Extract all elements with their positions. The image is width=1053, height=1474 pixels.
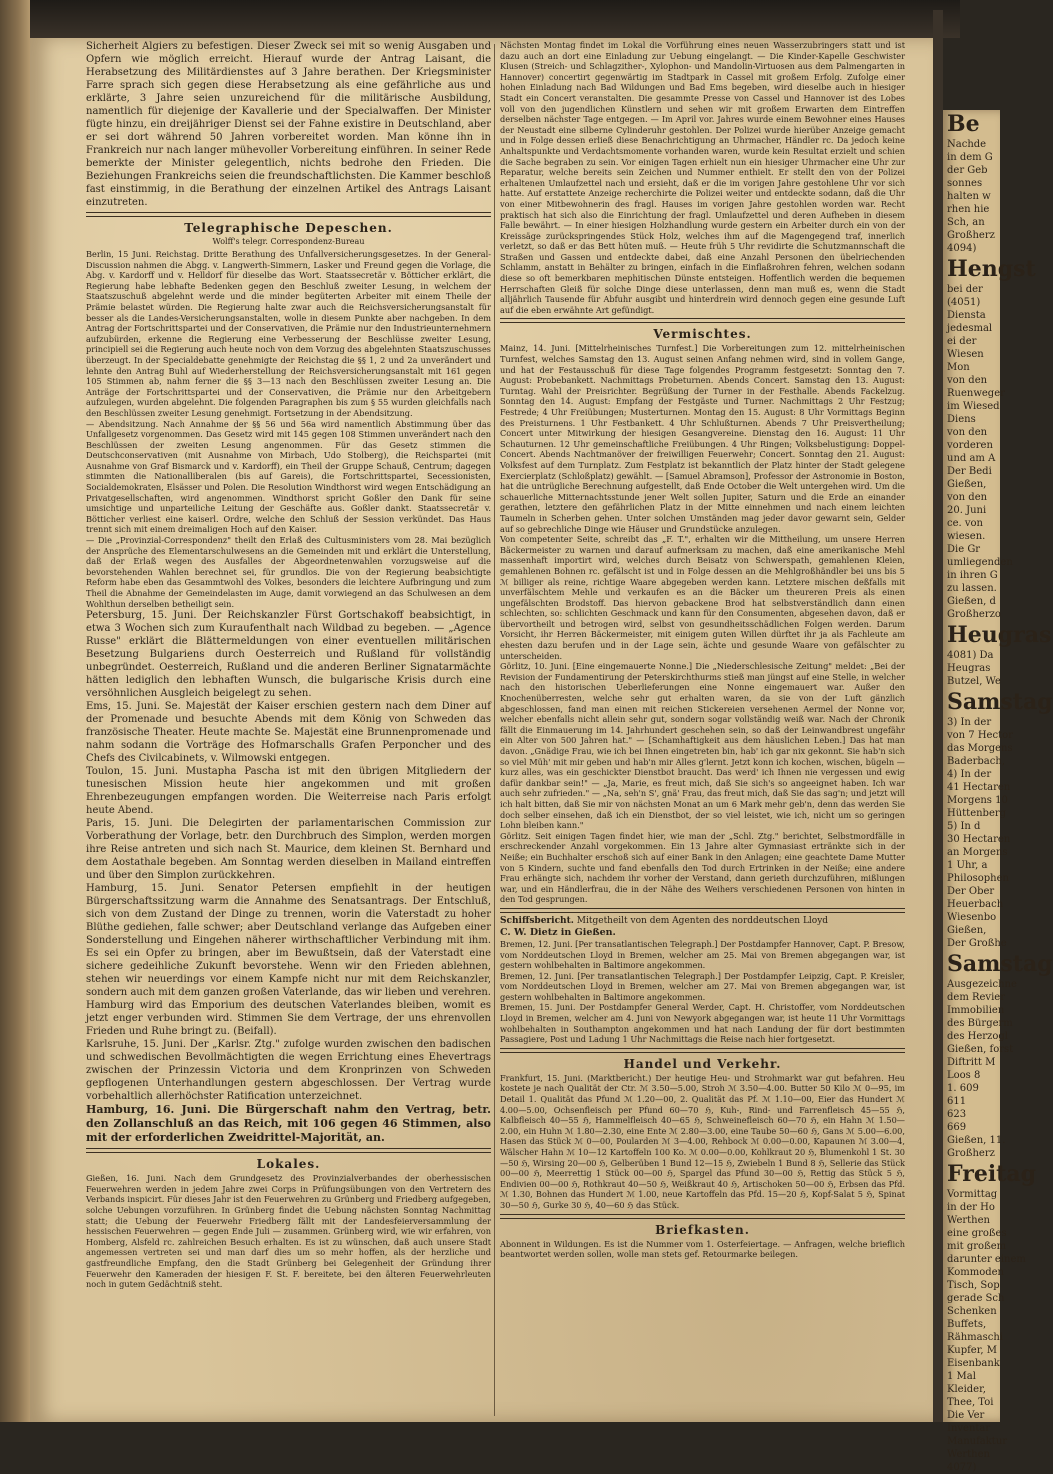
adjacent-page-line: des Herzogl: [947, 1031, 1008, 1042]
adjacent-page-line: von den: [947, 492, 988, 503]
adjacent-page-line: Be: [947, 111, 980, 137]
adjacent-page-line: Schenken: [947, 1306, 997, 1317]
adjacent-page-line: Mon: [947, 362, 970, 373]
adjacent-page-line: Butzel, We: [947, 676, 1001, 687]
adjacent-page-line: Baderbach,: [947, 756, 1005, 767]
adjacent-page-line: (4051): [947, 297, 981, 308]
adjacent-page-line: 669: [947, 1122, 967, 1133]
news-mainz: Mainz, 14. Juni. [Mittelrheinisches Turnfest.] Die Vorbereitungen zum 12. mittelrheinischen Turnfest, welches Samstag den 13. August seinen Anfang nehmen wird, sind in vollem Gange, und hat der Festausschuß für diese Tage folgendes Programm festgesetzt: Sonntag den 7. August: Probebankett. Nachmittags Probeturnen. Abends Concert. Samstag den 13. August: Turntag. Wahl der Preisrichter. Begrüßung der Turner in der Festhalle. Abends Fackelzug. Sonntag den 14. August: Empfang der Festgäste und Turner. Nachmittags 2 Uhr Festzug; Festrede; 4 Uhr Freiübungen; Musterturnen. Montag den 15. August: 8 Uhr Vormittags Beginn des Preisturnens. 1 Uhr Festbankett. 4 Uhr Schlußturnen. Abends 7 Uhr Preisvertheilung; Concert unter Mitwirkung der hiesigen Gesangvereine. Dienstag den 16. August: 11 Uhr Schauturnen. 12 Uhr gemeinschaftliche Freiübungen. 4 Uhr Ringen; Volksbelustigung: Doppel-Concert. Abends Nachtmanöver der freiwilligen Feuerwehr; Concert. Sonntag den 21. August: Volksfest auf dem Turnplatz. Zum Festplatz ist bekanntlich der Platz hinter der Stadt gelegene Exercierplatz (Schloßplatz) gewählt. — [Samuel Abramson], Professor der Astronomie in Boston, hat die untrügliche Berechnung aufgestellt, daß Ende October die Welt untergehen wird. Um die schauerliche Mitternachtsstunde jener Welt sollen Jupiter, Saturn und die Erde an einander gerathen, letztere den gefährlichen Platz in der Mitte einnehmen und nach einem leichten Taumeln in Scherben gehen. Unter solchen Umständen mag jeder davor gewarnt sein, Gelder auf so gebrechliche Dinge wie Häuser und Grundstücke anzulegen.: [500, 343, 905, 534]
adjacent-page-line: Die Gr: [947, 544, 981, 555]
adjacent-page-line: rhen hie: [947, 204, 990, 215]
news-karlsruhe: Karlsruhe, 15. Juni. Der „Karlsr. Ztg." zufolge wurden zwischen den badischen und schwedischen Bevollmächtigten die wegen Errichtung eines Ehevertrags zwischen der Prinzessin Victoria und dem Kronprinzen von Schweden gepflogenen Unterhandlungen gestern abgeschlossen. Der Vertrag wurde vorbehaltlich allerhöchster Ratification unterzeichnet.: [86, 1039, 491, 1103]
adjacent-page-line: Inventar: [947, 1423, 991, 1434]
adjacent-page-line: gerade Sch: [947, 1293, 1005, 1304]
adjacent-page-line: Immobilien: [947, 1005, 1005, 1016]
book-spine: [0, 0, 30, 1422]
adjacent-page-line: Diensta: [947, 310, 986, 321]
schiff-heading: Schiffsbericht.: [500, 915, 574, 926]
adjacent-page-line: 1 Uhr, a: [947, 860, 988, 871]
briefkasten-heading: Briefkasten.: [655, 1222, 750, 1237]
adjacent-page-line: Großherz: [947, 230, 995, 241]
adjacent-page-line: Gießen, forst: [947, 1044, 1014, 1055]
adjacent-page-line: in der Ho: [947, 1202, 995, 1213]
adjacent-page-line: zu lassen.: [947, 583, 997, 594]
adjacent-page-line: wiesen.: [947, 531, 986, 542]
article-intro: Sicherheit Algiers zu befestigen. Dieser Zweck sei mit so wenig Ausgaben und Opfern wie möglich erreicht. Hierauf wurde der Antrag Laisant, die Herabsetzung des Militärdienstes auf 3 Jahre berathen. Der Kriegsminister Farre sprach sich gegen diese Herabsetzung als eine gefährliche aus und erklärte, 3 Jahre seien unzureichend für die militärische Ausbildung, namentlich für diejenige der Kavallerie und der Specialwaffen. Der Minister fügte hinzu, ein dreijähriger Dienst sei der Fahne existire in Deutschland, aber er sei dort während 50 Jahren vorbereitet worden. Man könne ihn in Frankreich nur nach langer mühevoller Vorbereitung einführen. In seiner Rede bemerkte der Minister gelegentlich, nichts bedrohe den Frieden. Die Beziehungen Frankreichs seien die freundschaftlichsten. Die Kammer beschloß fast einstimmig, in die Berathung der einzelnen Artikel des Antrags Laisant einzutreten.: [86, 41, 491, 208]
adjacent-page-line: von den: [947, 427, 988, 438]
local-continued: Nächsten Montag findet im Lokal die Vorführung eines neuen Wasserzubringers statt und ist dazu auch an dort eine Einladung zur Uebung eingelangt. — Die Kinder-Kapelle Geschwister Klusen (Streich- und Schlagzither-, Xylophon- und Mandolin-Virtuosen aus dem Palmengarten in Hannover) concertirt gegenwärtig im Stadtpark in Cassel mit großem Erfolg. Zufolge einer hohen Einladung nach Bad Wildungen und Bad Ems begeben, wird dieselbe auch in hiesiger Stadt ein Concert veranstalten. Die gesammte Presse von Cassel und Hannover ist des Lobes voll von den jugendlichen Künstlern und sehen wir mit großem Erwarten dem Eintreffen derselben nächster Tage entgegen. — Im April vor. Jahres wurde einem Bewohner eines Hauses der Neustadt eine silberne Cylinderuhr gestohlen. Der Polizei wurde hierüber Anzeige gemacht und in Folge dessen erließ diese Benachrichtigung an Uhrmacher, Händler rc. Da jedoch keine Anhaltspunkte und Verdachtsmomente vorhanden waren, wurde kein Resultat erzielt und schien die Sache begraben zu sein. Vor einigen Tagen erhielt nun ein hiesiger Uhrmacher eine Uhr zur Reparatur, welche bereits sein Zeichen und Nummer enthielt. Er stellt den von der Polizei erhaltenen Umlaufzettel nach und ersieht, daß er die im vorigen Jahre gestohlene Uhr vor sich hatte. Auf erstattete Anzeige recherchirte die Polizei weiter und entdeckte sodann, daß die Uhr von einer Mitbewohnerin des fragl. Hauses im vorigen Jahre gestohlen worden war. Recht praktisch hat sich also die Einrichtung der fragl. Umlaufzettel und deren Aufheben in diesem Falle bewährt. — In einer hiesigen Holzhandlung wurde gestern ein Arbeiter durch ein von der Kreissäge zurückspringendes Stück Holz, welches ihm auf die Magengegend traf, innerlich verletzt, so daß er das Bett hüten muß. — Heute früh 5 Uhr revidirte die Schutzmannschaft die Straßen und Gassen und entdeckte dabei, daß eine Anzahl Personen den übelriechenden Schlamm, anstatt in Behälter zu bringen, einfach in die Einflaßrohren fehren, welchen sodann diese so oft bemerkbaren mephitischen Dünste entsteigen. Hoffentlich werden die bequemen Herrschaften Gleiß für solche Dinge diese unterlassen, denn man muß es, wenn die Stadt alljährlich Tausende für Abfuhr ausgibt und hinterdrein wird dennoch gegen eine gesunde Luft auf die eben erwähnte Art gefündigt.: [500, 40, 905, 315]
adjacent-page-line: Gießen,: [947, 479, 987, 490]
adjacent-page-line: Manufaktur: [947, 1436, 1008, 1447]
schiff-agent: C. W. Dietz in Gießen.: [500, 926, 616, 938]
adjacent-page-line: Ausgezeichne: [947, 979, 1017, 990]
adjacent-page-line: Hüttenberg: [947, 808, 1007, 819]
adjacent-page-line: Die Ver: [947, 1410, 985, 1421]
adjacent-page-fragment: [943, 110, 1053, 1473]
schiff-header-line: [500, 916, 905, 927]
adjacent-page-line: im Wiesed: [947, 401, 1000, 412]
market-report: Frankfurt, 15. Juni. (Marktbericht.) Der heutige Heu- und Strohmarkt war gut befahren. Heu kostete je nach Qualität der Ctr. ℳ 3.50—5.00, Stroh ℳ 3.50—4.00. Butter 50 Kilo ℳ 0—95, im Detail 1. Qualität das Pfund ℳ 1.20—00, 2. Qualität das Pf. ℳ 1.10—00, Eier das Hundert ℳ 4.00—5.00, Ochsenfleisch per Pfund 60—70 ℌ, Kuh-, Rind- und Farrenfleisch 45—55 ℌ, Kalbfleisch 40—55 ℌ, Hammelfleisch 40—65 ℌ, Schweinefleisch 60—70 ℌ, ein Hahn ℳ 1.50—2.00, ein Huhn ℳ 1.80—2.30, eine Ente ℳ 2.80—3.00, eine Taube 50—60 ℌ, Gans ℳ 5.00—6.00, Hasen das Stück ℳ 0—00, Poularden ℳ 3—4.00, Rehbock ℳ 0.00—0.00, Kapaunen ℳ 3.00—4, Wälscher Hahn ℳ 10—12 Kartoffeln 100 Ko. ℳ 0.00—0.00, Kohlkraut 20 ℌ, Blumenkohl 1 St. 30—50 ℌ, Wirsing 20—00 ℌ, Gelberüben 1 Bund 12—15 ℌ, Zwiebeln 1 Bund 8 ℌ, Sellerie das Stück 00—00 ℌ, Meerrettig 1 Stück 00—00 ℌ, Spargel das Pfund 30—00 ℌ, Rettig das Stück 5 ℌ, Endivien 00—00 ℌ, Rothkraut 40—50 ℌ, Weißkraut 40 ℌ, Artischoken 50—00 ℌ, Erbsen das Pfd. ℳ 1.30, Bohnen das Hundert ℳ 1.00, neue Kartoffeln das Pfd. 15—20 ℌ, Kopf-Salat 5 ℌ, Spinat 30—50 ℌ, Gurke 30 ℌ, 40—60 ℌ das Stück.: [500, 1072, 905, 1210]
adjacent-page-line: 3) In der: [947, 717, 992, 728]
adjacent-page-line: dem Revier: [947, 992, 1005, 1003]
adjacent-page-line: Der Großhe: [947, 938, 1007, 949]
news-paris: Paris, 15. Juni. Die Delegirten der parlamentarischen Commission zur Vorberathung der Vorlage, betr. den Durchbruch des Simplon, werden morgen ihre Reise antreten und sich nach St. Maurice, dem kleinen St. Bernhard und dem Aostathale begeben. Am Sonntag werden dieselben in Mailand eintreffen und über den Simplon zurückkehren.: [86, 818, 491, 882]
adjacent-page-line: halten w: [947, 191, 991, 202]
adjacent-page-line: Heuerbach: [947, 899, 1004, 910]
news-goerlitz-nonne: Görlitz, 10. Juni. [Eine eingemauerte Nonne.] Die „Niederschlesische Zeitung" meldet: „Bei der Revision der Fundamentirung der Peterskirchthurms stieß man jüngst auf eine Stelle, in welcher nach den historischen Ueberlieferungen eine Nonne eingemauert war. Außer den Knochenüberresten, welche sehr gut erhalten waren, da sie von der Luft gänzlich abgeschlossen, fand man einen mit reichen Stickereien versehenen Aermel der Nonne vor, welcher ebenfalls nicht allein sehr gut, sondern sogar vollständig weiß war. Nach der Chronik fällt die Einmauerung im 14. Jahrhundert geschehen sein, so daß der Leinwandbrest ungefähr ein Alter von 500 Jahren hat." — [Schamhaftigkeit aus dem häuslichen Leben.] Das hat man davon. „Gnädige Frau, wie ich bei Ihnen eingetreten bin, hab' ich gar nix gekonnt. Sie hab'n sich so viel Müh' mit mir geben und hab'n mir Alles g'lernt. Jetzt konn ich kochen, wischen, bügeln — kurz alles, was ein geschickter Dienstbot braucht. Das werd' ich Ihnen nie vergessen und ewig dafür dankbar sein!" — „Ja, Marie, es freut mich, daß Sie sich's so angeeignet haben. Ich war auch sehr zufrieden." — „Na, seh'n S', gnä' Frau, das freut mich, daß Sie das sag'n; und jetzt will ich halt bitten, daß Sie mir von nächsten Monat an um 6 Mark mehr geb'n, denn das werden Sie doch selber einsehen, daß ich ein Dienstbot, der so viel leistet, wie ich, nicht um so geringen Lohn bleiben kann.": [500, 661, 905, 831]
adjacent-page-line: 1. 609: [947, 1083, 979, 1094]
news-hamburg: Hamburg, 15. Juni. Senator Petersen empfiehlt in der heutigen Bürgerschaftssitzung warm die Annahme des Senatsantrags. Der Entschluß, sich von dem Zustand der Dinge zu trennen, worin die Vaterstadt zu hoher Blüthe gediehen, falle schwer; aber Deutschland verlange das Aufgeben einer Sonderstellung und Eingehen näherer wirthschaftlicher Verbindung mit ihm. Es sei ein Opfer zu bringen, aber im Bewußtsein, daß der Vaterstadt eine sichere gedeihliche Zukunft bevorstehe. Wenn wir den Frieden ablehnen, stehen wir neuerdings vor einem Kampfe nicht nur mit dem Reichskanzler, sondern auch mit dem ganzen großen Vaterlande, das wir lieben und verehren. Hamburg wird das Emporium des deutschen Vaterlandes bleiben, womit es jetzt enger verbunden wird. Stimmen Sie dem Vertrage, der uns ehrenvollen Frieden und Ruhe bringt zu. (Beifall).: [86, 883, 491, 1038]
adjacent-page-line: 4) In der: [947, 769, 992, 780]
adjacent-page-line: Werthen: [947, 1449, 990, 1460]
adjacent-page-line: 20. Juni: [947, 505, 987, 516]
adjacent-page-line: Diftritt M: [947, 1057, 996, 1068]
adjacent-page-line: darunter einem: [947, 1254, 1026, 1265]
adjacent-page-line: von 7 Hector: [947, 730, 1013, 741]
adjacent-page-line: 1 Mal: [947, 1371, 976, 1382]
adjacent-page-line: 4081) Da: [947, 650, 994, 661]
adjacent-page-line: 611: [947, 1096, 967, 1107]
adjacent-page-line: in ihren G: [947, 570, 998, 581]
adjacent-page-line: 4077): [947, 1462, 977, 1473]
section-rule: [500, 1214, 905, 1219]
adjacent-page-line: mit großem: [947, 1241, 1007, 1252]
adjacent-page-line: Gießen, d: [947, 596, 996, 607]
adjacent-page-line: Wiesen: [947, 349, 984, 360]
adjacent-page-line: Sch, an: [947, 217, 985, 228]
adjacent-page-line: 623: [947, 1109, 967, 1120]
adjacent-page-line: und am A: [947, 453, 996, 464]
adjacent-page-line: Der Ober: [947, 886, 995, 897]
section-rule: [86, 1148, 491, 1153]
adjacent-page-line: das Morgens: [947, 743, 1013, 754]
section-rule: [500, 1048, 905, 1053]
section-rule: [86, 212, 491, 217]
adjacent-page-line: Wiesenbo: [947, 912, 997, 923]
adjacent-page-line: Loos 8: [947, 1070, 981, 1081]
vermischtes-heading: Vermischtes.: [653, 327, 752, 342]
adjacent-page-line: Diens: [947, 414, 976, 425]
section-rule: [500, 908, 905, 913]
adjacent-page-line: Gießen,: [947, 925, 987, 936]
adjacent-page-line: jedesmal: [947, 323, 993, 334]
adjacent-page-line: Werthen: [947, 1215, 990, 1226]
briefkasten-text: Abonnent in Wildungen. Es ist die Nummer vom 1. Osterfeiertage. — Anfragen, welche brieflich beantwortet werden sollen, wolle man stets gef. Retourmarke beilegen.: [500, 1238, 905, 1260]
news-berlin: Berlin, 15 Juni. Reichstag. Dritte Berathung des Unfallversicherungsgesetzes. In der General-Discussion nahmen die Abgg. v. Langwerth-Simmern, Lasker und Freund gegen die Vorlage, die Abg. v. Kardorff und v. Helldorf für dieselbe das Wort. Staatssecretär v. Bötticher erklärt, die Regierung habe lebhafte Bedenken gegen den Beschluß zweiter Lesung, in welchem der Staatszuschuß abgelehnt werde und die minder begüterten Arbeiter mit einem Theile der Prämie belastet würden. Die Regierung halte zwar auch die Reichsversicherungsanstalt für besser als die Landes-Versicherungsanstalten, wolle in diesem Punkte aber nachgeben. In dem Antrag der Fortschrittspartei und der Conservativen, die Prämie nur den Industrieunternehmern aufzubürden, erkenne die Regierung eine Verbesserung der Beschlüsse zweiter Lesung, principiell sei die Regierung auch heute noch von dem Vorzug des abgelehnten Staatszuschusses überzeugt. In der Specialdebatte genehmigte der Reichstag die §§ 1, 2 und 2a unverändert und lehnte den Antrag Buhl auf Wiederherstellung der Reichsversicherungsanstalt mit 161 gegen 105 Stimmen ab, nahm ferner die §§ 3—13 nach den Beschlüssen zweiter Lesung an. Die Anträge der Fortschrittspartei und der Conservativen, die Prämie nur den Arbeitgebern aufzulegen, wurden abgelehnt. Die folgenden Paragraphen bis zum § 55 wurden gleichfalls nach den Beschlüssen zweiter Lesung genehmigt. Fortsetzung in der Abendsitzung.: [86, 249, 491, 418]
adjacent-page-line: 30 Hectaren: [947, 834, 1011, 845]
adjacent-page-line: Kleider,: [947, 1384, 986, 1395]
adjacent-page-line: 41 Hectaren: [947, 782, 1011, 793]
column-left: [86, 40, 491, 1290]
schiff-bremen-3: Bremen, 15. Juni. Der Postdampfer General Werder, Capt. H. Christoffer, vom Norddeutschen Lloyd in Bremen, welcher am 4. Juni von Newyork abgegangen war, ist heute 11 Uhr Vormittags wohlbehalten in Southampton angekommen und hat nach Landung der für dort bestimmten Passagiere, Post und Ladung 1 Uhr Nachmittags die Reise nach hier fortgesetzt.: [500, 1002, 905, 1045]
adjacent-page-line: ce. von: [947, 518, 983, 529]
adjacent-page-line: Großherz: [947, 1148, 995, 1159]
scan-background: [30, 0, 960, 38]
adjacent-page-line: Tisch, Sop: [947, 1280, 1000, 1291]
adjacent-page-line: Samstag: [947, 951, 1053, 977]
adjacent-page-line: ei der: [947, 336, 977, 347]
adjacent-page-line: Eisenbank: [947, 1358, 1000, 1369]
adjacent-page-line: umliegenden: [947, 557, 1013, 568]
adjacent-page-line: 5) In d: [947, 821, 981, 832]
adjacent-page-line: bei der: [947, 284, 983, 295]
page-gutter: [933, 10, 943, 1422]
adjacent-page-line: Freitag: [947, 1161, 1036, 1187]
adjacent-page-line: Heugras: [947, 663, 991, 674]
adjacent-page-line: vorderen: [947, 440, 993, 451]
adjacent-page-line: Philosophen: [947, 873, 1009, 884]
adjacent-page-line: Ruenweger: [947, 388, 1005, 399]
adjacent-page-line: Samstag: [947, 689, 1053, 715]
news-goerlitz-selbstmord: Görlitz. Seit einigen Tagen findet hier, wie man der „Schl. Ztg." berichtet, Selbstmordfälle in erschreckender Anzahl vorgekommen. Ein 13 Jahre alter Gymnasiast ertränkte sich in der Neiße; ein Buchhalter erschoß sich auf einer Bank in den Anlagen; eine geachtete Dame Mutter von 5 Kindern, suchte und fand ebenfalls den Tod durch Ertrinken in der Neiße; eine andere Frau erhängte sich, nachdem ihr vorher der Verstand, dann gerieth durchzuführen, mißlungen war, und ein Händlerfrau, die in der Nähe des Weihers verschiedenen Personen von hinten in den Tod gesprungen.: [500, 830, 905, 905]
adjacent-page-line: Kupfer, M: [947, 1345, 997, 1356]
adjacent-page-line: Thee, Toi: [947, 1397, 994, 1408]
column-rule: [494, 44, 495, 1416]
adjacent-page-line: eine großes: [947, 1228, 1007, 1239]
schiff-subheading: Mitgetheilt von dem Agenten des norddeutschen Lloyd: [576, 915, 829, 926]
column-right: [500, 40, 905, 1260]
telegraph-heading: Telegraphische Depeschen.: [184, 221, 393, 235]
news-giessen: Gießen, 16. Juni. Nach dem Grundgesetz des Provinzialverbandes der oberhessischen Feuerwehren werden in jedem Jahre zwei Corps in Prüfungsübungen von den Vertretern des Verbands inspicirt. Für dieses Jahr ist den Feuerwehren zu Grünberg und Friedberg aufgegeben, solche Uebungen vorzuführen. In Grünberg findet die Uebung nächsten Sonntag Nachmittag statt; die Uebung der Feuerwehr Friedberg fällt mit der Landesfeierversammlung der hessischen Feuerwehren — gegen Ende Juli — zusammen. Grünberg wird, wie wir erfahren, von Homberg, Alsfeld rc. zahlreichen Besuch erhalten. Es ist zu wünschen, daß auch unsere Stadt angemessen vertreten sei und man darf dies um so mehr hoffen, als der herzliche und gastfreundliche Empfang, den die Stadt Grünberg bei Gelegenheit der Gründung ihrer Feuerwehr den Kameraden der hiesigen F. St. F. bereitete, bei den älteren Feuerwehrleuten noch in gutem Gedächtniß steht.: [86, 1173, 491, 1290]
handel-heading: Handel und Verkehr.: [623, 1056, 782, 1071]
adjacent-page-line: Morgens 10: [947, 795, 1008, 806]
adjacent-page-line: sonnes: [947, 178, 983, 189]
adjacent-page-line: der Geb: [947, 165, 988, 176]
news-hamburg-vote: Hamburg, 16. Juni. Die Bürgerschaft nahm den Vertrag, betr. den Zollanschluß an das Reich, mit 106 gegen 46 Stimmen, also mit der erforderlichen Zweidrittel-Majorität, an.: [86, 1103, 491, 1145]
adjacent-page-line: Vormittag: [947, 1189, 998, 1200]
adjacent-page-line: an Morgens: [947, 847, 1008, 858]
adjacent-page-line: Heugras: [947, 622, 1052, 648]
adjacent-page-line: Rähmaschi: [947, 1332, 1003, 1343]
schiff-bremen-1: Bremen, 12. Juni. [Per transatlantischen Telegraph.] Der Postdampfer Hannover, Capt. P. Bresow, vom Norddeutschen Lloyd in Bremen, welcher am 25. Mai von Bremen abgegangen war, ist gestern wohlbehalten in Baltimore angekommen.: [500, 938, 905, 971]
lokales-heading: Lokales.: [256, 1157, 321, 1172]
news-toulon: Toulon, 15. Juni. Mustapha Pascha ist mit den übrigen Mitgliedern der tunesischen Mission heute hier angekommen und mit großen Ehrenbezeugungen empfangen worden. Die Weiterreise nach Paris erfolgt heute Abend.: [86, 766, 491, 817]
adjacent-page-line: 4094): [947, 243, 977, 254]
news-petersburg: Petersburg, 15. Juni. Der Reichskanzler Fürst Gortschakoff beabsichtigt, in etwa 3 Wochen sich zum Kuraufenthalt nach Wildbad zu begeben. — „Agence Russe" erklärt die Blättermeldungen von einer eventuellen militärischen Besetzung Bulgariens durch Oesterreich und Rußland für vollständig unbegründet. Oesterreich, Rußland und die anderen Berliner Signatarmächte hätten lediglich den lebhaften Wunsch, die bulgarische Krisis durch eine versöhnlichen Ausgleich beigelegt zu sehen.: [86, 610, 491, 700]
adjacent-page-line: Kommoden: [947, 1267, 1004, 1278]
adjacent-page-line: Hengst: [947, 256, 1036, 282]
adjacent-page-line: Nachde: [947, 139, 987, 150]
section-rule: [500, 318, 905, 323]
adjacent-page-line: in dem G: [947, 152, 993, 163]
news-provinzial: — Die „Provinzial-Correspondenz" theilt den Erlaß des Cultusministers vom 28. Mai bezüglich der Ansprüche des Elementarschulwesens an die Gemeinden mit und erklärt die Unterstellung, daß der Erlaß wegen des Ausfalles der Abgeordnetenwahlen vorzugsweise auf die bevorstehenden Wahlen berechnet sei, für grundlos. Die von der Regierung beabsichtigte Reform habe eben das Gesammtwohl des Volkes, besonders die leichtere Aufbringung und zum Theil die Abnahme der Gemeindelasten im Auge, damit vorwiegend an das Schulwesen an dem Wohlthun derselben betheiligt sein.: [86, 535, 491, 609]
adjacent-page-line: Gießen, 11.: [947, 1135, 1006, 1146]
news-mehl: Von competenter Seite, schreibt das „F. T.", erhalten wir die Mittheilung, um unsere Herren Bäckermeister zu warnen und darauf aufmerksam zu machen, daß eine amerikanische Mehl massenhaft importirt wird, welches durch Beisatz von Schwerspath, gemahlenen Kleien, gemahlenen Bohnen rc. gefälscht ist und in Folge dessen an die Mehlgroßhändler bei uns bis 5 ℳ billiger als reine, richtige Waare abgegeben werden kann. Letztere mischen deßfalls mit unverfälschtem Mehle und verkaufen es an die Bäcker um theureren Preis als einen ungefälschten Brodstoff. Das hiervon gebackene Brod hat selbstverständlich dann einen schlechten, so: schlichten Geschmack und kann für den Consumenten, abgesehen davon, daß er übervortheilt und betrogen wird, selbst von gesundheitsschädlichen Folgen werden. Darum Vorsicht, ihr Herren Bäckermeister, mit einigem guten Willen dürftet ihr ja als Fachleute am ehesten dazu berufen und in der Lage sein, ächte und gesunde Waare von gefälschter zu unterscheiden.: [500, 534, 905, 661]
telegraph-subheading: Wolff's telegr. Correspondenz-Bureau: [212, 237, 365, 246]
adjacent-page-line: Großherzo: [947, 609, 1001, 620]
adjacent-page-line: Der Bedi: [947, 466, 992, 477]
adjacent-page-line: des Bürgerm: [947, 1018, 1013, 1029]
adjacent-page-line: von den: [947, 375, 988, 386]
news-abendsitzung: — Abendsitzung. Nach Annahme der §§ 56 und 56a wird namentlich Abstimmung über das Unfallgesetz vorgenommen. Das Gesetz wird mit 145 gegen 108 Stimmen unverändert nach den Beschlüssen der zweiten Lesung angenommen. Für das Gesetz stimmen die Deutschconservativen (mit Ausnahme von Mirbach, Udo Stolberg), die Reichspartei (mit Ausnahme von Graf Bismarck und v. Kardorff), ein Theil der Gruppe Schauß, Centrum; dagegen stimmten die Nationalliberalen (bis auf Gareis), die Fortschrittspartei, Secessionisten, Socialdemokraten, Elsässer und Polen. Die Resolution Windthorst wird wegen Entschädigung an Privatgesellschaften, wird angenommen. Windthorst spricht Goßler den Dank für seine umsichtige und unparteiliche Leitung der Geschäfte aus. Goßler dankt. Staatssecretär v. Bötticher verliest eine kaiserl. Ordre, welche den Schluß der Session verkündet. Das Haus trennt sich mit einem dreimaligen Hoch auf den Kaiser.: [86, 418, 491, 535]
schiff-bremen-2: Bremen, 12. Juni. [Per transatlantischen Telegraph.] Der Postdampfer Leipzig, Capt. P. Kreisler, vom Norddeutschen Lloyd in Bremen, welcher am 27. Mai von Bremen abgegangen war, ist gestern wohlbehalten in Baltimore angekommen.: [500, 970, 905, 1002]
adjacent-page-line: Buffets,: [947, 1319, 987, 1330]
news-ems: Ems, 15. Juni. Se. Majestät der Kaiser erschien gestern nach dem Diner auf der Promenade und besuchte Abends mit dem König von Schweden das französische Theater. Heute machte Se. Majestät eine Brunnenpromenade und nahm sodann die Vorträge des Hofmarschalls Grafen Perponcher und des Chefs des Civilcabinets, v. Wilmowski entgegen.: [86, 701, 491, 765]
